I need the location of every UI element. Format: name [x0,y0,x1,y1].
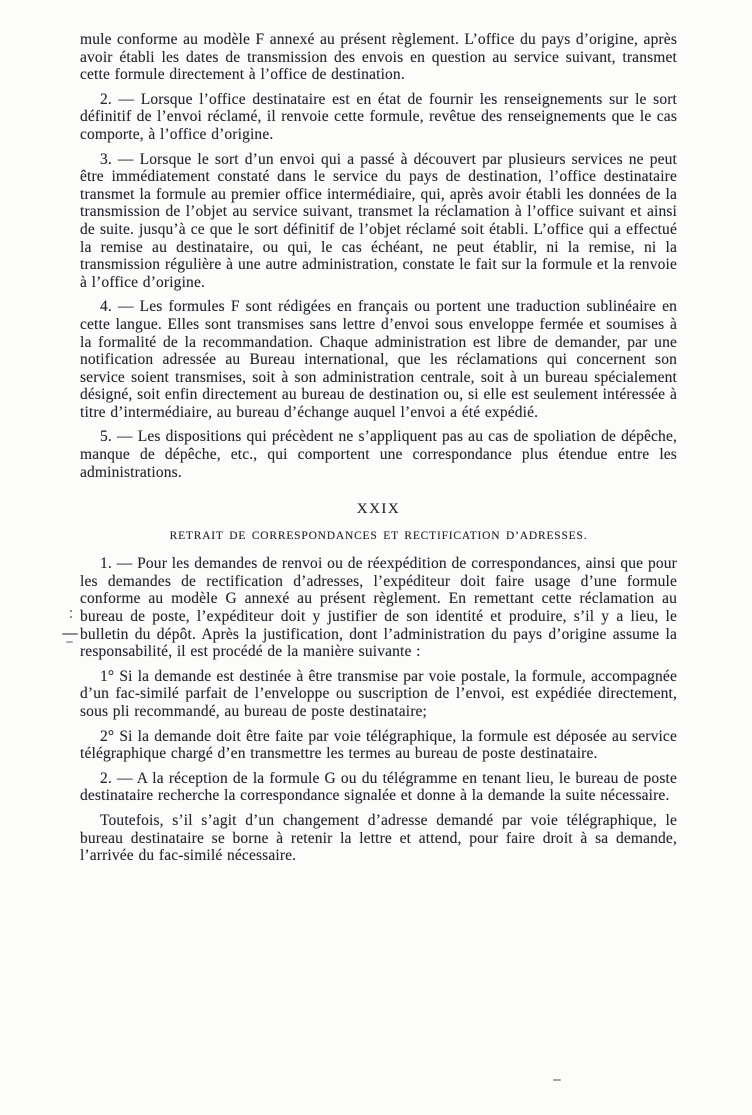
scan-artifact-smudge [66,641,73,643]
article28-paragraph-3: 3. — Lorsque le sort d’un envoi qui a passé à découvert par plusieurs services ne peut être immédiatement constaté dans le service du pays de destination, l’office destinataire transmet la formule au premier office intermédiaire, qui, après avoir établi les données de la transmission de l’objet au service suivant, transmet la réclamation à l’office suivant et ainsi de suite. jusqu’à ce que le sort définitif de l’objet réclamé soit établi. L’office qui a effectué la remise au destinataire, ou qui, le cas échéant, ne peut établir, ni la remise, ni la transmission régulière à une autre administration, constate le fait sur la formule et la renvoie à l’office d’origine. [80,150,677,291]
scan-artifact-colon [70,610,72,618]
article29-item-2: 2° Si la demande doit être faite par voie télégraphique, la formule est déposée au service télégraphique chargé d’en transmettre les termes au bureau de poste destinataire. [80,727,677,763]
article28-paragraph-2: 2. — Lorsque l’office destinataire est en état de fournir les renseignements sur le sort définitif de l’envoi réclamé, il renvoie cette formule, revêtue des renseignements que le cas comporte, à l’office d’origine. [80,90,677,143]
article28-paragraph-4: 4. — Les formules F sont rédigées en français ou portent une traduction sublinéaire en cette langue. Elles sont transmises sans lettre d’envoi sous enveloppe fermée et soumises à la formalité de la recommandation. Chaque administration est libre de demander, par une notification adressée au Bureau international, que les réclamations qui concernent son service soient transmises, soit à son administration centrale, soit à un bureau spécialement désigné, soit enfin directement au bureau de destination ou, si elle est seulement intéressée à titre d’intermédiaire, au bureau d’échange auquel l’envoi a été expédié. [80,298,677,421]
section-number-heading: XXIX [356,501,401,518]
section-title-heading: RETRAIT DE CORRESPONDANCES ET RECTIFICATION D’ADRESSES. [169,530,588,543]
article28-paragraph-5: 5. — Les dispositions qui précèdent ne s’appliquent pas au cas de spoliation de dépêche, manque de dépêche, etc., qui comportent une correspondance plus étendue entre les administrations. [80,428,677,481]
text-block [80,31,677,872]
article29-item-1: 1° Si la demande est destinée à être transmise par voie postale, la formule, accompagnée d’un fac-similé parfait de l’enveloppe ou suscription de l’envoi, est expédiée directement, sous pli recommandé, au bureau de poste destinataire; [80,667,677,720]
scan-artifact-dash [62,633,78,635]
article29-paragraph-1: 1. — Pour les demandes de renvoi ou de réexpédition de correspondances, ainsi que pour les demandes de rectification d’adresses, l’expéditeur doit faire usage d’une formule conforme au modèle G annexé au présent règlement. En remettant cette réclamation au bureau de poste, l’expéditeur doit y justifier de son identité et produire, s’il y a lieu, le bulletin du dépôt. Après la justification, dont l’administration du pays d’origine assume la responsabilité, il est procédé de la manière suivante : [80,555,677,661]
scan-artifact-bottom-mark [553,1079,561,1081]
article29-paragraph-2: 2. — A la réception de la formule G ou du télégramme en tenant lieu, le bureau de poste destinataire recherche la correspondance signalée et donne à la demande la suite nécessaire. [80,769,677,805]
article29-paragraph-2-continued: Toutefois, s’il s’agit d’un changement d’adresse demandé par voie télégraphique, le bureau destinataire se borne à retenir la lettre et attend, pour faire droit à sa demande, l’arrivée du fac-similé nécessaire. [80,811,677,865]
paragraph-continuation: mule conforme au modèle F annexé au présent règlement. L’office du pays d’origine, après avoir établi les dates de transmission des envois en question au service suivant, transmet cette formule directement à l’office de destination. [80,31,677,84]
